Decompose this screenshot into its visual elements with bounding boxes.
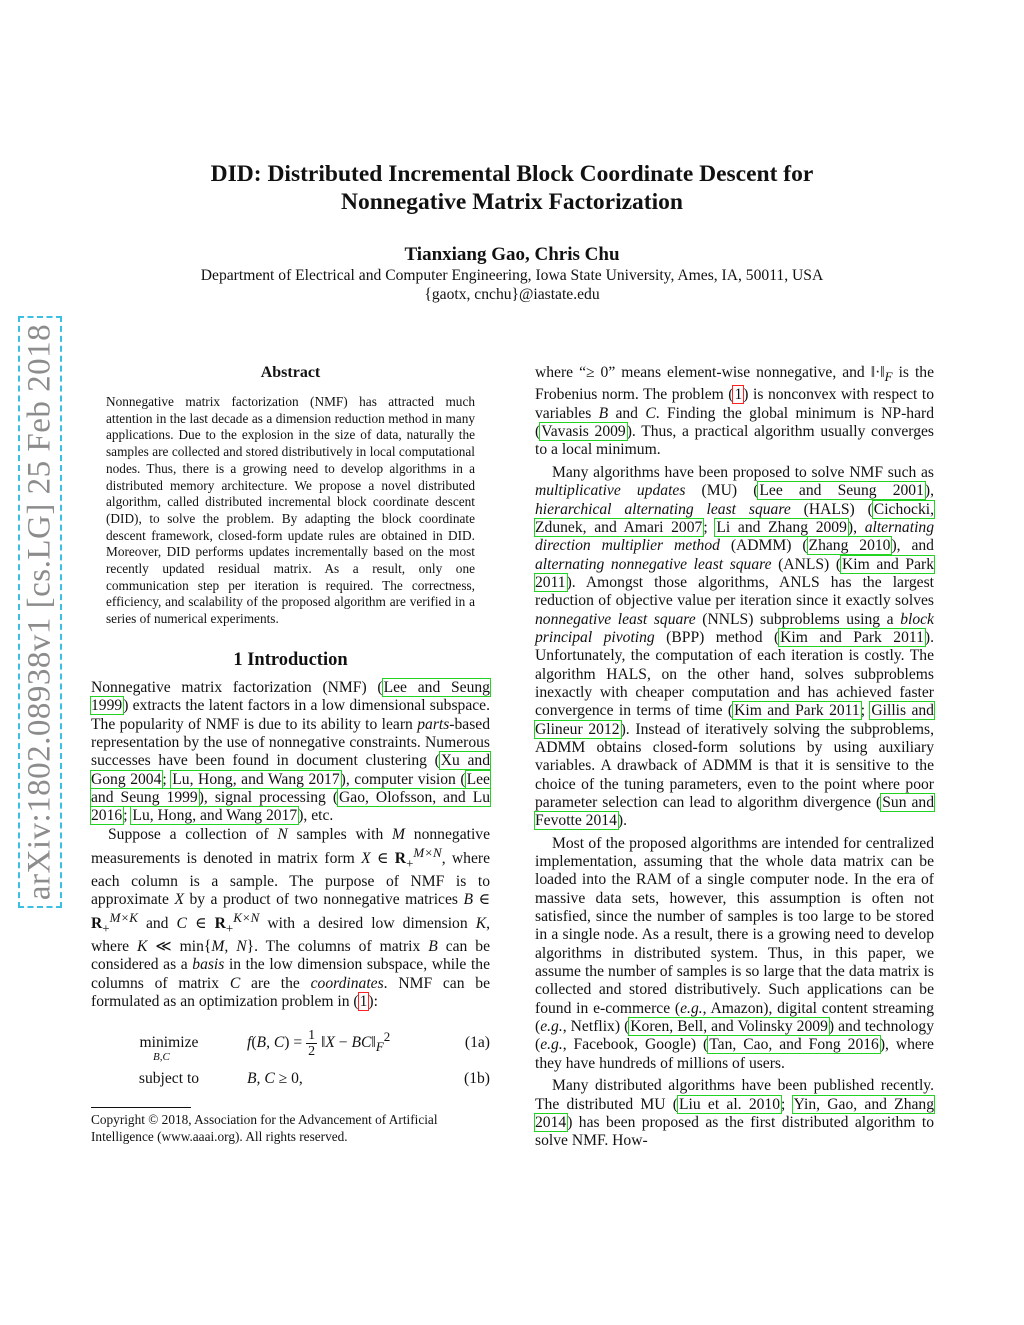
- citation-link[interactable]: Lu, Hong, and Wang 2017: [172, 770, 340, 788]
- intro-paragraph-1: Nonnegative matrix factorization (NMF) (Lee and Seung 1999) extracts the latent factors in a low dimensional subspace. The popularity of NMF is due to its ability to learn parts-based representation by the use of nonnegative constraints. Numerous successes have been found in document clustering (Xu and Gong 2004; Lu, Hong, and Wang 2017), computer vision (Lee and Seung 1999), signal processing (Gao, Olofsson, and Lu 2016; Lu, Hong, and Wang 2017), etc.: [91, 678, 491, 825]
- abstract-body: Nonnegative matrix factorization (NMF) has attracted much attention in the last decade as a dimension reduction method in many applications. Due to the explosion in the size of data, naturally the samples are collected and stored distributively in local computational nodes. Thus, there is a growing need to develop algorithms in a distributed memory architecture. We propose a novel distributed algorithm, called distributed incremental block coordinate descent (DID), to solve the problem. By adapting the block coordinate descent framework, closed-form update rules are obtained in DID. Moreover, DID performs updates incrementally based on the most recently updated residual matrix. As a result, only one communication step per iteration is required. The correctness, efficiency, and scalability of the proposed algorithm are verified in a series of numerical experiments.: [106, 394, 475, 627]
- paper-title: [120, 160, 904, 216]
- citation-link[interactable]: Lee and Seung 1999: [91, 678, 490, 715]
- title-line-2: Nonnegative Matrix Factorization: [341, 189, 683, 215]
- citation-link[interactable]: Lu, Hong, and Wang 2017: [132, 807, 298, 825]
- equation-1: [91, 1025, 490, 1097]
- citation-link[interactable]: Zhang 2010: [808, 537, 891, 555]
- eq-subject-to-label: subject to: [138, 1070, 200, 1088]
- right-column: [535, 364, 934, 1151]
- eq-constraint: B, C ≥ 0,: [247, 1070, 303, 1088]
- affiliation-block: [120, 266, 904, 304]
- citation-link[interactable]: Liu et al. 2010: [679, 1095, 781, 1113]
- section-heading-introduction: 1 Introduction: [233, 649, 348, 670]
- citation-link[interactable]: Gao, Olofsson, and Lu 2016: [91, 788, 491, 825]
- citation-link[interactable]: Lee and Seung 2001: [759, 482, 924, 500]
- footnote-rule: [91, 1107, 191, 1108]
- right-paragraph-3: Most of the proposed algorithms are intended for centralized implementation, assuming that the whole data matrix can be loaded into the RAM of a single computer node. In the era of massive data sets, however, this assumption is often not satisfied, since the number of samples is too large to be stored in a single node. As a result, there is a growing need to develop algorithms in distributed system. Thus, in this paper, we assume the number of samples is so large that the data matrix is collected and stored distributively. Such applications can be found in e-commerce (e.g., Amazon), digital content streaming (e.g., Netflix) (Koren, Bell, and Volinsky 2009) and technology (e.g., Facebook, Google) (Tan, Cao, and Fong 2016), where they have hundreds of millions of users.: [535, 834, 934, 1072]
- citation-link[interactable]: Li and Zhang 2009: [716, 518, 847, 536]
- citation-link[interactable]: Tan, Cao, and Fong 2016: [709, 1036, 879, 1054]
- citation-link[interactable]: Kim and Park 2011: [780, 628, 924, 646]
- eq-number-1b: (1b): [464, 1070, 490, 1088]
- copyright-footnote: Copyright © 2018, Association for the Advancement of Artificial Intelligence (www.aaai.org). All rights reserved.: [91, 1112, 438, 1144]
- citation-link[interactable]: Cichocki, Zdunek, and Amari 2007: [535, 500, 934, 536]
- citation-link[interactable]: Kim and Park 2011: [734, 702, 860, 720]
- citation-link[interactable]: Xu and Gong 2004: [91, 752, 490, 788]
- title-line-1: DID: Distributed Incremental Block Coordinate Descent for: [210, 161, 814, 187]
- citation-link[interactable]: Kim and Park 2011: [535, 555, 934, 591]
- equation-ref-link[interactable]: 1: [734, 386, 743, 404]
- email: {gaotx, cnchu}@iastate.edu: [424, 286, 600, 303]
- right-paragraph-1: where “≥ 0” means element-wise nonnegative, and $‖\cdot‖_F$ is the Frobenius norm. The problem (1) is nonconvex with respect to variables B and C. Finding the global minimum is NP-hard (Vavasis 2009). Thus, a practical algorithm usually converges to a local minimum.: [535, 364, 935, 459]
- eq-minimize-label: minimize: [139, 1034, 199, 1052]
- affiliation: Department of Electrical and Computer Engineering, Iowa State University, Ames, IA, 50011, USA: [200, 267, 824, 284]
- citation-link[interactable]: Lee and Seung 1999: [91, 770, 490, 806]
- eq-minimize-sub: B,C: [153, 1051, 170, 1064]
- arxiv-id: arXiv:1802.08938v1 [cs.LG] 25 Feb 2018: [21, 323, 58, 901]
- arxiv-stamp[interactable]: [18, 316, 62, 908]
- right-paragraph-4: Many distributed algorithms have been published recently. The distributed MU (Liu et al. 2010; Yin, Gao, and Zhang 2014) has been proposed as the first distributed algorithm to solve NMF. How-: [535, 1077, 935, 1150]
- equation-1a: [91, 1025, 490, 1064]
- citation-link[interactable]: Sun and Fevotte 2014: [535, 794, 934, 830]
- equation-ref-link[interactable]: 1: [359, 992, 368, 1010]
- citation-link[interactable]: Gillis and Glineur 2012: [535, 702, 934, 738]
- right-paragraph-2: Many algorithms have been proposed to solve NMF such as multiplicative updates (MU) (Lee and Seung 2001), hierarchical alternating least square (HALS) (Cichocki, Zdunek, and Amari 2007; Li and Zhang 2009), alternating direction multiplier method (ADMM) (Zhang 2010), and alternating nonnegative least square (ANLS) (Kim and Park 2011). Amongst those algorithms, ANLS has the largest reduction of objective value per iteration since it exactly solves nonnegative least square (NNLS) subproblems using a block principal pivoting (BPP) method (Kim and Park 2011). Unfortunately, the computation of each iteration is costly. The algorithm HALS, on the other hand, solves subproblems inexactly with cheaper computation and has achieved faster convergence in terms of time (Kim and Park 2011; Gillis and Glineur 2012). Instead of iteratively solving the subproblems, ADMM obtains closed-form solutions by using auxiliary variables. A drawback of ADMM is that it is sensitive to the choice of the tuning parameters, even to the point where poor parameter selection can lead to algorithm divergence (Sun and Fevotte 2014).: [535, 463, 934, 830]
- intro-paragraph-2: Suppose a collection of N samples with M nonnegative measurements is denoted in matrix form X ∈ $R_+^{M\times N}$, where each column is a sample. The purpose of NMF is to approximate X by a product of two nonnegative matrices B ∈ $R_+^{M\times K}$ and C ∈ $R_+^{K\times N}$ with a desired low dimension K, where K ≪ min{M, N}. The columns of matrix B can be considered as a basis in the low dimension subspace, while the columns of matrix C are the coordinates. NMF can be formulated as an optimization problem in (1):: [91, 825, 491, 1010]
- eq-objective: f(B, C) = $\frac{1}{2}$ ‖X − $BC‖_F^2$: [247, 1027, 391, 1059]
- citation-link[interactable]: Vavasis 2009: [541, 423, 626, 441]
- equation-1b: [91, 1061, 490, 1097]
- citation-link[interactable]: Yin, Gao, and Zhang 2014: [535, 1095, 935, 1131]
- abstract-heading: Abstract: [260, 364, 321, 381]
- citation-link[interactable]: Koren, Bell, and Volinsky 2009: [630, 1018, 828, 1036]
- authors: Tianxiang Gao, Chris Chu: [404, 244, 620, 265]
- left-column: [91, 364, 490, 1145]
- eq-number-1a: (1a): [464, 1034, 490, 1052]
